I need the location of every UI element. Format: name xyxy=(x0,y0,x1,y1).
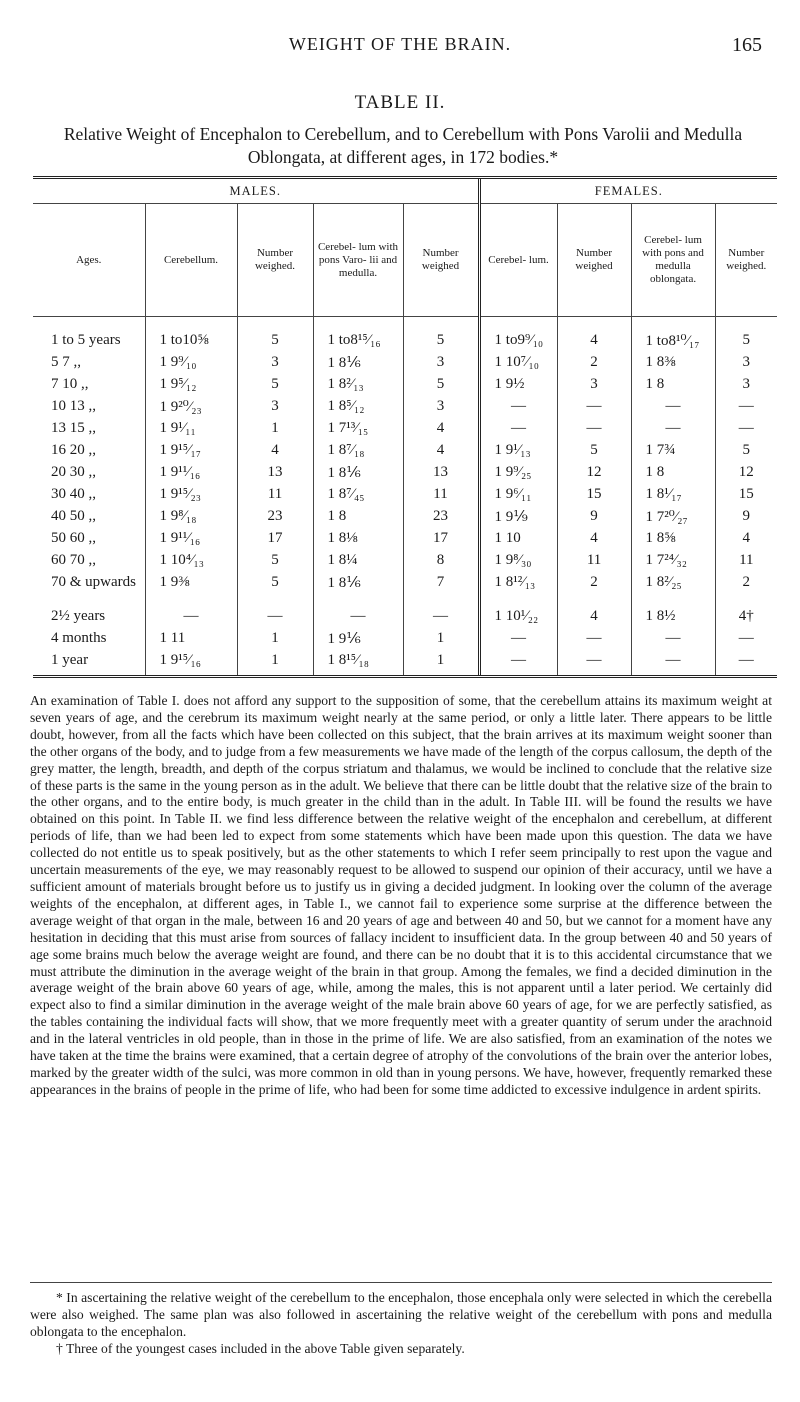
male-cerebellum-cell: — xyxy=(145,593,237,627)
female-count-cell: 4 xyxy=(557,527,631,549)
table-row xyxy=(33,373,777,395)
female-cerebellum-cell: 1 9⁹⁄₂₅ xyxy=(479,461,557,483)
male-count-cell: 5 xyxy=(237,571,313,593)
female-count2-cell: — xyxy=(715,395,777,417)
female-cerebellum-pons-cell: — xyxy=(631,649,715,677)
table-row xyxy=(33,317,777,352)
female-count-cell: 5 xyxy=(557,439,631,461)
male-count-cell: — xyxy=(237,593,313,627)
females-header: FEMALES. xyxy=(479,178,777,204)
female-cerebellum-pons-cell: 1 7¾ xyxy=(631,439,715,461)
age-cell: 1 year xyxy=(33,649,145,677)
age-cell: 30 40 ,, xyxy=(51,485,96,502)
female-cerebellum-cell: 1 9⁶⁄₁₁ xyxy=(479,483,557,505)
table-row xyxy=(33,461,777,483)
female-count-cell: 12 xyxy=(557,461,631,483)
table-row xyxy=(33,439,777,461)
male-cerebellum-pons-cell: 1 8⅙ xyxy=(313,571,403,593)
male-cerebellum-pons-cell: 1 8⅙ xyxy=(313,461,403,483)
table-row xyxy=(33,571,777,593)
female-cerebellum-cell: 1 9⅑ xyxy=(479,505,557,527)
col-ages: Ages. xyxy=(33,204,145,317)
table-row xyxy=(33,527,777,549)
male-count-cell: 1 xyxy=(237,627,313,649)
female-cerebellum-cell: 1 10 xyxy=(479,527,557,549)
age-cell: 7 10 ,, xyxy=(51,375,89,392)
table-row xyxy=(33,351,777,373)
male-count2-cell: 11 xyxy=(403,483,479,505)
male-cerebellum-cell: 1 9⁸⁄₁₈ xyxy=(145,505,237,527)
table-row xyxy=(33,395,777,417)
male-count-cell: 13 xyxy=(237,461,313,483)
col-number-weighed-m1: Number weighed. xyxy=(237,204,313,317)
male-cerebellum-pons-cell: 1 8 xyxy=(313,505,403,527)
males-header: MALES. xyxy=(33,178,479,204)
running-title: WEIGHT OF THE BRAIN. xyxy=(288,34,512,54)
male-cerebellum-pons-cell: 1 8⅙ xyxy=(313,351,403,373)
running-head xyxy=(0,34,800,58)
age-cell: 10 13 ,, xyxy=(51,397,96,414)
male-count2-cell: 3 xyxy=(403,395,479,417)
female-cerebellum-pons-cell: 1 7²⁴⁄₃₂ xyxy=(631,549,715,571)
male-cerebellum-cell: 1 9¹⁵⁄₂₃ xyxy=(145,483,237,505)
female-cerebellum-pons-cell: 1 8¹⁄₁₇ xyxy=(631,483,715,505)
male-cerebellum-cell: 1 10⁴⁄₁₃ xyxy=(145,549,237,571)
female-cerebellum-cell: — xyxy=(479,395,557,417)
male-count2-cell: — xyxy=(403,593,479,627)
col-cerebellum-pons-m: Cerebel- lum with pons Varo- lii and medulla. xyxy=(313,204,403,317)
female-cerebellum-cell: 1 8¹²⁄₁₃ xyxy=(479,571,557,593)
female-count-cell: 9 xyxy=(557,505,631,527)
footnote-divider xyxy=(30,1282,772,1283)
female-cerebellum-cell: 1 9¹⁄₁₃ xyxy=(479,439,557,461)
female-cerebellum-cell: — xyxy=(479,417,557,439)
male-count-cell: 11 xyxy=(237,483,313,505)
age-cell: 60 70 ,, xyxy=(51,551,96,568)
male-count-cell: 3 xyxy=(237,351,313,373)
age-cell: 50 60 ,, xyxy=(51,529,96,546)
male-count2-cell: 1 xyxy=(403,649,479,677)
female-count2-cell: — xyxy=(715,417,777,439)
female-count-cell: 2 xyxy=(557,351,631,373)
body-paragraph: An examination of Table I. does not afford any support to the supposition of some, that the cerebellum attains its maximum weight at seven years of age, and the cerebrum its maximum weight nearly at the same period, or only a little later. There appears to be little doubt, however, from all the facts which have been collected on this subject, that the brain arrives at its maximum weight sooner than the other organs of the body, and to judge from a few measurements we have made of the length of the corpus callosum, the depth of the grey matter, the length, breadth, and depth of the corpus striatum and thalamus, we would be inclined to conclude that the relative size of these parts is the same in the young person as in the adult. We believe that there can be little doubt that the relative size of the brain to the other organs, and to the entire body, is much greater in the child than in the adult. In Table III. will be found the results we have obtained on this point. In Table II. we find less difference between the relative weight of the encephalon and cerebellum, at different periods of life, than we had been led to expect from some statements which have been made upon this question. The data we have collected do not entitle us to speak positively, but as the other statements to which I refer seem principally to rest upon the vague and uncertain measurements of the eye, we may reasonably request to be allowed to suspend our opinion of their accuracy, until we have a sufficient amount of materials brought before us to justify us in giving a decided judgment. In looking over the column of the average weights of the encephalon, at different ages, in Table I., we cannot fail to experience some surprise at the difference between the average weight of that organ in the male, between 16 and 20 years of age and between 40 and 50, but we cannot for a moment have any hesitation in deciding that this must arise from sources of fallacy incident to insufficient data. In the group between 40 and 50 years of age some brains much below the average weight are found, and there can be no doubt that it is to this accidental circumstance that we must attribute the diminution in the average weight of the brain in that group. Among the females, we find a decided diminution in the average weight of the brain above 60 years of age, while, among the males, this is not apparent until a later period. We certainly did expect also to find a similar diminution in the average weight of the male brain above 60 years of age, for we are perfectly satisfied, as the tables containing the individual facts will show, that we more frequently meet with a greater quantity of serum under the arachnoid and in the lateral ventricles in old people, than in those in the prime of life. We are also satisfied, from an examination of the notes we have taken at the time the brains were examined, that a certain degree of atrophy of the convolutions of the brain over the anterior lobes, marked by the greater width of the sulci, was more common in old than in young persons. We have, however, frequently remarked these appearances in the brains of people in the prime of life, who had been for some time addicted to excessive indulgence in ardent spirits. xyxy=(30,693,772,1097)
female-cerebellum-pons-cell: 1 to8¹⁰⁄₁₇ xyxy=(631,317,715,352)
male-count-cell: 5 xyxy=(237,373,313,395)
male-count2-cell: 3 xyxy=(403,351,479,373)
male-count2-cell: 17 xyxy=(403,527,479,549)
male-cerebellum-cell: 1 to10⅝ xyxy=(145,317,237,352)
male-count2-cell: 13 xyxy=(403,461,479,483)
col-number-weighed-f2: Number weighed. xyxy=(715,204,777,317)
table-row xyxy=(33,627,777,649)
male-count-cell: 5 xyxy=(237,317,313,352)
female-count2-cell: 4† xyxy=(715,593,777,627)
male-count2-cell: 5 xyxy=(403,373,479,395)
group-header-row xyxy=(33,178,777,204)
female-count-cell: 4 xyxy=(557,593,631,627)
female-count-cell: — xyxy=(557,417,631,439)
male-count-cell: 1 xyxy=(237,417,313,439)
male-cerebellum-pons-cell: 1 to8¹⁵⁄₁₆ xyxy=(313,317,403,352)
female-cerebellum-pons-cell: 1 8½ xyxy=(631,593,715,627)
female-count2-cell: 4 xyxy=(715,527,777,549)
female-count2-cell: 3 xyxy=(715,351,777,373)
female-count2-cell: — xyxy=(715,649,777,677)
male-count2-cell: 4 xyxy=(403,417,479,439)
female-count-cell: 2 xyxy=(557,571,631,593)
footnote-dagger: † Three of the youngest cases included in the above Table given separately. xyxy=(56,1340,465,1356)
female-cerebellum-pons-cell: 1 8 xyxy=(631,461,715,483)
female-cerebellum-cell: — xyxy=(479,649,557,677)
male-cerebellum-cell: 1 9²⁰⁄₂₃ xyxy=(145,395,237,417)
weight-table xyxy=(33,176,777,678)
male-count2-cell: 1 xyxy=(403,627,479,649)
male-count-cell: 1 xyxy=(237,649,313,677)
male-count-cell: 5 xyxy=(237,549,313,571)
male-cerebellum-pons-cell: 1 8²⁄₁₃ xyxy=(313,373,403,395)
age-cell: 20 30 ,, xyxy=(51,463,96,480)
male-cerebellum-cell: 1 11 xyxy=(145,627,237,649)
table-title: TABLE II. xyxy=(354,92,446,113)
female-count-cell: — xyxy=(557,627,631,649)
age-cell: 70 & upwards xyxy=(51,573,136,590)
male-count2-cell: 8 xyxy=(403,549,479,571)
male-cerebellum-cell: 1 9¹¹⁄₁₆ xyxy=(145,461,237,483)
female-count-cell: 4 xyxy=(557,317,631,352)
female-cerebellum-pons-cell: — xyxy=(631,417,715,439)
col-number-weighed-f1: Number weighed xyxy=(557,204,631,317)
col-cerebellum-f: Cerebel- lum. xyxy=(479,204,557,317)
female-count2-cell: 12 xyxy=(715,461,777,483)
col-cerebellum-pons-f: Cerebel- lum with pons and medulla oblongata. xyxy=(631,204,715,317)
female-count2-cell: — xyxy=(715,627,777,649)
table-row xyxy=(33,649,777,677)
male-count-cell: 4 xyxy=(237,439,313,461)
table-row xyxy=(33,505,777,527)
table-row xyxy=(33,483,777,505)
female-cerebellum-cell: 1 10⁷⁄₁₀ xyxy=(479,351,557,373)
male-cerebellum-pons-cell: — xyxy=(313,593,403,627)
female-count2-cell: 3 xyxy=(715,373,777,395)
female-cerebellum-pons-cell: 1 8⅜ xyxy=(631,351,715,373)
age-cell: 13 15 ,, xyxy=(51,419,96,436)
female-count2-cell: 2 xyxy=(715,571,777,593)
male-count2-cell: 5 xyxy=(403,317,479,352)
female-count2-cell: 15 xyxy=(715,483,777,505)
female-cerebellum-cell: 1 10¹⁄₂₂ xyxy=(479,593,557,627)
male-cerebellum-pons-cell: 1 8⅛ xyxy=(313,527,403,549)
table-row xyxy=(33,417,777,439)
female-cerebellum-pons-cell: — xyxy=(631,627,715,649)
male-cerebellum-pons-cell: 1 7¹³⁄₁₅ xyxy=(313,417,403,439)
table-caption: Relative Weight of Encephalon to Cerebellum, and to Cerebellum with Pons Varolii and Medulla Oblongata, at different ages, in 172 bodies.* xyxy=(63,124,743,167)
col-cerebellum-m: Cerebellum. xyxy=(145,204,237,317)
age-cell: 1 to 5 years xyxy=(51,331,121,348)
female-count2-cell: 11 xyxy=(715,549,777,571)
female-count-cell: 11 xyxy=(557,549,631,571)
female-cerebellum-pons-cell: 1 8²⁄₂₅ xyxy=(631,571,715,593)
male-count-cell: 17 xyxy=(237,527,313,549)
female-cerebellum-pons-cell: 1 8⅝ xyxy=(631,527,715,549)
female-cerebellum-cell: 1 9⁸⁄₃₀ xyxy=(479,549,557,571)
female-cerebellum-pons-cell: 1 8 xyxy=(631,373,715,395)
male-cerebellum-cell: 1 9⁵⁄₁₂ xyxy=(145,373,237,395)
female-cerebellum-cell: 1 to9⁹⁄₁₀ xyxy=(479,317,557,352)
age-cell: 2½ years xyxy=(51,607,106,624)
male-cerebellum-pons-cell: 1 8⁷⁄₁₈ xyxy=(313,439,403,461)
male-cerebellum-pons-cell: 1 9⅙ xyxy=(313,627,403,649)
male-cerebellum-cell: 1 9⅜ xyxy=(145,571,237,593)
footnote-asterisk: * In ascertaining the relative weight of the cerebellum to the encephalon, those encephala only were selected in which the cerebella were also weighed. The same plan was also followed in ascertaining the relative weight of the cerebellum with pons and medulla oblongata to the encephalon. xyxy=(30,1290,772,1339)
male-count-cell: 3 xyxy=(237,395,313,417)
male-count2-cell: 7 xyxy=(403,571,479,593)
female-count-cell: 15 xyxy=(557,483,631,505)
table-row xyxy=(33,593,777,627)
female-count-cell: — xyxy=(557,395,631,417)
male-cerebellum-cell: 1 9¹⁄₁₁ xyxy=(145,417,237,439)
male-cerebellum-pons-cell: 1 8⁵⁄₁₂ xyxy=(313,395,403,417)
male-cerebellum-pons-cell: 1 8¼ xyxy=(313,549,403,571)
female-count2-cell: 9 xyxy=(715,505,777,527)
female-cerebellum-pons-cell: 1 7²⁰⁄₂₇ xyxy=(631,505,715,527)
age-cell: 16 20 ,, xyxy=(51,441,96,458)
male-cerebellum-cell: 1 9¹⁵⁄₁₆ xyxy=(145,649,237,677)
female-count-cell: — xyxy=(557,649,631,677)
age-cell: 5 7 ,, xyxy=(51,353,81,370)
male-cerebellum-cell: 1 9⁹⁄₁₀ xyxy=(145,351,237,373)
female-count2-cell: 5 xyxy=(715,317,777,352)
male-cerebellum-pons-cell: 1 8¹⁵⁄₁₈ xyxy=(313,649,403,677)
col-number-weighed-m2: Number weighed xyxy=(403,204,479,317)
female-cerebellum-cell: 1 9½ xyxy=(479,373,557,395)
male-cerebellum-cell: 1 9¹¹⁄₁₆ xyxy=(145,527,237,549)
female-cerebellum-pons-cell: — xyxy=(631,395,715,417)
female-cerebellum-cell: — xyxy=(479,627,557,649)
age-cell: 4 months xyxy=(51,629,107,646)
male-cerebellum-pons-cell: 1 8⁷⁄₄₅ xyxy=(313,483,403,505)
female-count-cell: 3 xyxy=(557,373,631,395)
age-cell: 40 50 ,, xyxy=(51,507,96,524)
page-number: 165 xyxy=(732,34,762,56)
male-cerebellum-cell: 1 9¹⁵⁄₁₇ xyxy=(145,439,237,461)
column-header-row xyxy=(33,204,777,317)
table-row xyxy=(33,549,777,571)
female-count2-cell: 5 xyxy=(715,439,777,461)
male-count-cell: 23 xyxy=(237,505,313,527)
male-count2-cell: 23 xyxy=(403,505,479,527)
footnotes xyxy=(30,1290,772,1358)
male-count2-cell: 4 xyxy=(403,439,479,461)
